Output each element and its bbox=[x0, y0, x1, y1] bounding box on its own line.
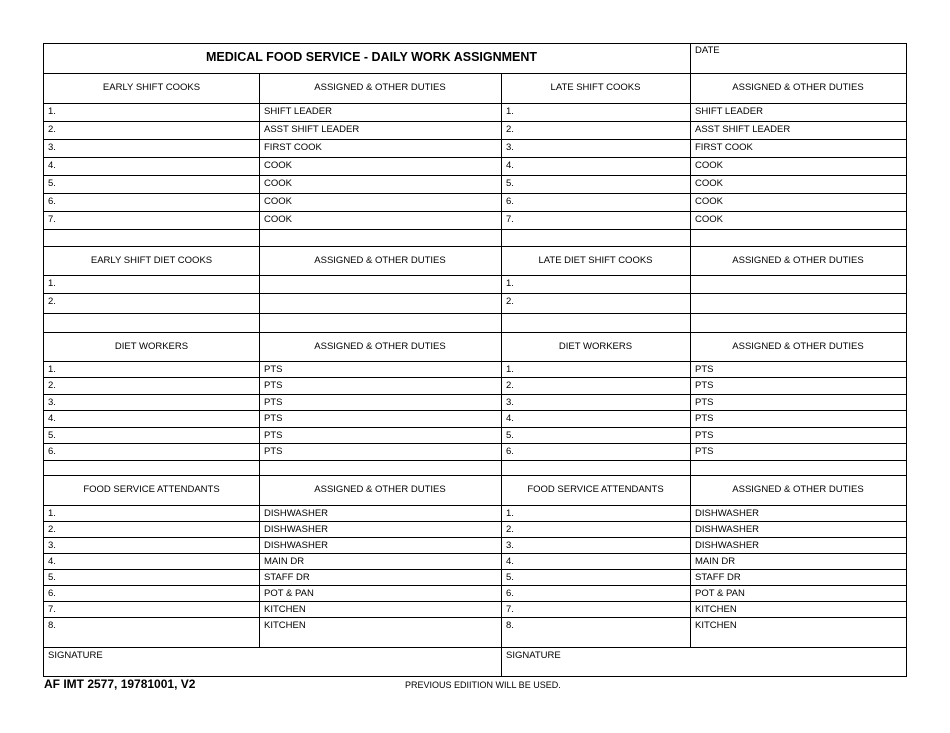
name-field-right[interactable] bbox=[528, 586, 689, 600]
signature-field-left[interactable] bbox=[44, 661, 500, 676]
name-field-left[interactable] bbox=[70, 362, 258, 376]
row-number-right: 3. bbox=[506, 142, 514, 153]
name-field-left[interactable] bbox=[70, 444, 258, 459]
row-number-right: 6. bbox=[506, 446, 514, 457]
row-duty-left: POT & PAN bbox=[264, 588, 314, 599]
section-header-right: LATE DIET SHIFT COOKS bbox=[538, 255, 653, 266]
name-field-right[interactable] bbox=[528, 158, 689, 174]
row-number-left: 6. bbox=[48, 588, 56, 599]
row-number-right: 6. bbox=[506, 196, 514, 207]
name-field-right[interactable] bbox=[528, 602, 689, 616]
row-number-right: 2. bbox=[506, 524, 514, 535]
name-field-right[interactable] bbox=[528, 378, 689, 393]
row-duty-right: PTS bbox=[695, 430, 714, 441]
name-field-left[interactable] bbox=[70, 378, 258, 393]
row-duty-left: FIRST COOK bbox=[264, 142, 322, 153]
rule-vertical bbox=[690, 73, 691, 246]
name-field-left[interactable] bbox=[70, 618, 258, 646]
rule-vertical bbox=[259, 73, 260, 246]
name-field-right[interactable] bbox=[528, 122, 689, 138]
rule-vertical bbox=[259, 475, 260, 647]
name-field-right[interactable] bbox=[528, 140, 689, 156]
row-number-right: 4. bbox=[506, 556, 514, 567]
row-duty-left: PTS bbox=[264, 364, 283, 375]
name-field-left[interactable] bbox=[70, 140, 258, 156]
name-field-right[interactable] bbox=[528, 411, 689, 426]
row-number-right: 1. bbox=[506, 508, 514, 519]
row-number-left: 3. bbox=[48, 397, 56, 408]
row-duty-left: KITCHEN bbox=[264, 604, 306, 615]
rule-vertical bbox=[501, 332, 502, 475]
rule-vertical bbox=[501, 246, 502, 332]
row-duty-left: MAIN DR bbox=[264, 556, 305, 567]
row-duty-left: DISHWASHER bbox=[264, 540, 329, 551]
name-field-left[interactable] bbox=[70, 602, 258, 616]
row-number-left: 4. bbox=[48, 413, 56, 424]
row-duty-left: ASST SHIFT LEADER bbox=[264, 124, 360, 135]
duties-header-right: ASSIGNED & OTHER DUTIES bbox=[732, 82, 864, 93]
duties-header-left: ASSIGNED & OTHER DUTIES bbox=[314, 484, 446, 495]
name-field-right[interactable] bbox=[528, 570, 689, 584]
rule-vertical bbox=[259, 332, 260, 475]
rule-vertical bbox=[690, 475, 691, 647]
row-duty-right: COOK bbox=[695, 160, 723, 171]
row-number-left: 6. bbox=[48, 196, 56, 207]
name-field-left[interactable] bbox=[70, 570, 258, 584]
row-number-right: 3. bbox=[506, 397, 514, 408]
row-duty-right: SHIFT LEADER bbox=[695, 106, 763, 117]
duties-header-right: ASSIGNED & OTHER DUTIES bbox=[732, 341, 864, 352]
rule-horizontal bbox=[43, 73, 907, 74]
section-header-left: FOOD SERVICE ATTENDANTS bbox=[83, 484, 220, 495]
duties-header-left: ASSIGNED & OTHER DUTIES bbox=[314, 255, 446, 266]
signature-field-right[interactable] bbox=[502, 661, 905, 676]
name-field-left[interactable] bbox=[70, 294, 258, 312]
name-field-right[interactable] bbox=[528, 395, 689, 409]
name-field-right[interactable] bbox=[528, 362, 689, 376]
rule-horizontal bbox=[43, 229, 907, 230]
row-number-right: 7. bbox=[506, 214, 514, 225]
rule-horizontal bbox=[43, 313, 907, 314]
section-header-left: EARLY SHIFT COOKS bbox=[102, 82, 201, 93]
row-number-right: 5. bbox=[506, 430, 514, 441]
row-number-left: 2. bbox=[48, 296, 56, 307]
row-number-right: 8. bbox=[506, 620, 514, 631]
row-duty-right: COOK bbox=[695, 196, 723, 207]
row-number-right: 5. bbox=[506, 178, 514, 189]
row-number-right: 6. bbox=[506, 588, 514, 599]
row-number-left: 1. bbox=[48, 508, 56, 519]
row-duty-right: PTS bbox=[695, 364, 714, 375]
rule-vertical bbox=[501, 73, 502, 246]
name-field-left[interactable] bbox=[70, 586, 258, 600]
name-field-left[interactable] bbox=[70, 176, 258, 192]
name-field-right[interactable] bbox=[528, 554, 689, 568]
duties-header-right: ASSIGNED & OTHER DUTIES bbox=[732, 255, 864, 266]
row-duty-right: DISHWASHER bbox=[695, 524, 760, 535]
row-duty-left: DISHWASHER bbox=[264, 508, 329, 519]
row-duty-left: COOK bbox=[264, 160, 292, 171]
name-field-left[interactable] bbox=[70, 411, 258, 426]
row-duty-left: PTS bbox=[264, 430, 283, 441]
section-header-right: FOOD SERVICE ATTENDANTS bbox=[527, 484, 664, 495]
row-number-right: 2. bbox=[506, 296, 514, 307]
rule-horizontal bbox=[43, 460, 907, 461]
row-number-right: 4. bbox=[506, 413, 514, 424]
duties-header-left: ASSIGNED & OTHER DUTIES bbox=[314, 82, 446, 93]
name-field-right[interactable] bbox=[528, 294, 689, 312]
name-field-left[interactable] bbox=[70, 522, 258, 536]
row-number-left: 1. bbox=[48, 364, 56, 375]
name-field-right[interactable] bbox=[528, 506, 689, 520]
row-duty-right: FIRST COOK bbox=[695, 142, 753, 153]
name-field-right[interactable] bbox=[528, 618, 689, 646]
row-number-left: 1. bbox=[48, 106, 56, 117]
rule-vertical bbox=[690, 246, 691, 332]
row-duty-right: PTS bbox=[695, 380, 714, 391]
row-number-right: 1. bbox=[506, 278, 514, 289]
name-field-right[interactable] bbox=[528, 194, 689, 210]
row-number-right: 3. bbox=[506, 540, 514, 551]
row-duty-left: PTS bbox=[264, 397, 283, 408]
date-label: DATE bbox=[695, 45, 720, 56]
name-field-left[interactable] bbox=[70, 276, 258, 292]
row-number-right: 7. bbox=[506, 604, 514, 615]
row-duty-left: COOK bbox=[264, 178, 292, 189]
row-number-left: 5. bbox=[48, 178, 56, 189]
row-duty-right: PTS bbox=[695, 446, 714, 457]
row-number-left: 4. bbox=[48, 160, 56, 171]
row-duty-left: COOK bbox=[264, 196, 292, 207]
row-duty-right: MAIN DR bbox=[695, 556, 736, 567]
signature-label-right: SIGNATURE bbox=[506, 650, 561, 661]
row-number-left: 2. bbox=[48, 124, 56, 135]
row-number-right: 2. bbox=[506, 380, 514, 391]
row-duty-left: DISHWASHER bbox=[264, 524, 329, 535]
date-field[interactable] bbox=[691, 56, 905, 72]
row-number-right: 5. bbox=[506, 572, 514, 583]
name-field-left[interactable] bbox=[70, 212, 258, 228]
row-duty-right: DISHWASHER bbox=[695, 540, 760, 551]
rule-horizontal bbox=[43, 246, 907, 247]
name-field-left[interactable] bbox=[70, 158, 258, 174]
rule-vertical bbox=[501, 475, 502, 647]
section-header-left: DIET WORKERS bbox=[114, 341, 189, 352]
name-field-right[interactable] bbox=[528, 444, 689, 459]
row-duty-right: KITCHEN bbox=[695, 604, 737, 615]
duties-header-left: ASSIGNED & OTHER DUTIES bbox=[314, 341, 446, 352]
name-field-right[interactable] bbox=[528, 522, 689, 536]
row-duty-left: KITCHEN bbox=[264, 620, 306, 631]
row-number-right: 1. bbox=[506, 106, 514, 117]
name-field-right[interactable] bbox=[528, 276, 689, 292]
row-number-left: 7. bbox=[48, 604, 56, 615]
name-field-left[interactable] bbox=[70, 554, 258, 568]
row-number-left: 2. bbox=[48, 524, 56, 535]
section-header-left: EARLY SHIFT DIET COOKS bbox=[90, 255, 213, 266]
row-duty-right: KITCHEN bbox=[695, 620, 737, 631]
rule-vertical bbox=[690, 332, 691, 475]
row-number-left: 7. bbox=[48, 214, 56, 225]
name-field-right[interactable] bbox=[528, 428, 689, 442]
form-id: AF IMT 2577, 19781001, V2 bbox=[44, 677, 196, 691]
rule-horizontal bbox=[43, 647, 907, 648]
section-header-right: DIET WORKERS bbox=[558, 341, 633, 352]
row-number-left: 5. bbox=[48, 430, 56, 441]
name-field-left[interactable] bbox=[70, 122, 258, 138]
name-field-left[interactable] bbox=[70, 506, 258, 520]
row-duty-right: STAFF DR bbox=[695, 572, 741, 583]
row-duty-right: DISHWASHER bbox=[695, 508, 760, 519]
name-field-left[interactable] bbox=[70, 428, 258, 442]
row-duty-right: PTS bbox=[695, 413, 714, 424]
row-duty-right: PTS bbox=[695, 397, 714, 408]
rule-horizontal bbox=[43, 332, 907, 333]
row-number-left: 6. bbox=[48, 446, 56, 457]
row-number-left: 1. bbox=[48, 278, 56, 289]
row-duty-right: COOK bbox=[695, 214, 723, 225]
row-number-right: 4. bbox=[506, 160, 514, 171]
row-number-right: 1. bbox=[506, 364, 514, 375]
row-number-left: 3. bbox=[48, 142, 56, 153]
name-field-left[interactable] bbox=[70, 194, 258, 210]
name-field-right[interactable] bbox=[528, 104, 689, 120]
rule-horizontal bbox=[43, 475, 907, 476]
edition-note: PREVIOUS EDIITION WILL BE USED. bbox=[405, 680, 561, 690]
name-field-right[interactable] bbox=[528, 176, 689, 192]
row-number-left: 5. bbox=[48, 572, 56, 583]
row-duty-left: PTS bbox=[264, 380, 283, 391]
row-duty-right: COOK bbox=[695, 178, 723, 189]
name-field-right[interactable] bbox=[528, 212, 689, 228]
name-field-left[interactable] bbox=[70, 538, 258, 552]
signature-label-left: SIGNATURE bbox=[48, 650, 103, 661]
row-duty-left: STAFF DR bbox=[264, 572, 310, 583]
row-duty-right: POT & PAN bbox=[695, 588, 745, 599]
row-number-left: 2. bbox=[48, 380, 56, 391]
row-number-right: 2. bbox=[506, 124, 514, 135]
row-number-left: 4. bbox=[48, 556, 56, 567]
row-number-left: 3. bbox=[48, 540, 56, 551]
rule-vertical bbox=[259, 246, 260, 332]
row-duty-left: SHIFT LEADER bbox=[264, 106, 332, 117]
row-duty-right: ASST SHIFT LEADER bbox=[695, 124, 791, 135]
name-field-left[interactable] bbox=[70, 395, 258, 409]
row-duty-left: PTS bbox=[264, 446, 283, 457]
name-field-right[interactable] bbox=[528, 538, 689, 552]
name-field-left[interactable] bbox=[70, 104, 258, 120]
duties-header-right: ASSIGNED & OTHER DUTIES bbox=[732, 484, 864, 495]
form-title: MEDICAL FOOD SERVICE - DAILY WORK ASSIGNMENT bbox=[206, 50, 538, 64]
row-number-left: 8. bbox=[48, 620, 56, 631]
row-duty-left: PTS bbox=[264, 413, 283, 424]
row-duty-left: COOK bbox=[264, 214, 292, 225]
section-header-right: LATE SHIFT COOKS bbox=[550, 82, 641, 93]
